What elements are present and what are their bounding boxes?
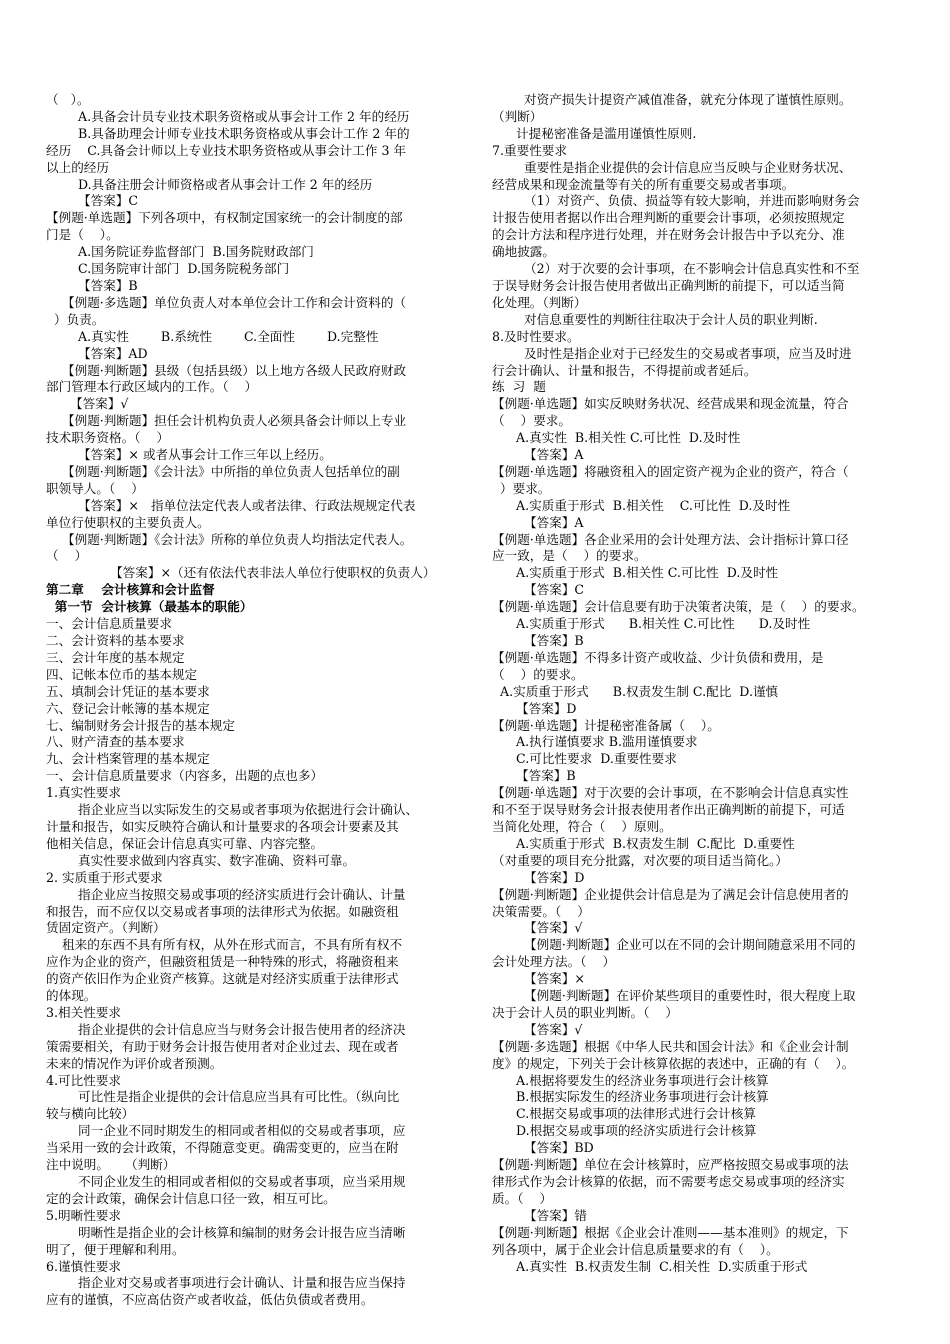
text-line: （2）对于次要的会计事项，在不影响会计信息真实性和不至 — [492, 261, 860, 277]
text-line: 定的会计政策，确保会计信息口径一致，相互可比。 — [46, 1190, 336, 1206]
text-line: （ ）要求。 — [492, 413, 571, 429]
text-line: 对资产损失计提资产减值准备，就充分体现了谨慎性原则。 — [492, 92, 852, 107]
text-line: B.具备助理会计师专业技术职务资格或从事会计工作 2 年的 — [46, 125, 410, 141]
text-line: 化处理。（判断） — [492, 294, 587, 310]
text-line: 【答案】√ — [492, 1021, 583, 1037]
text-line: 【答案】BD — [492, 1140, 594, 1156]
text-line: 经营成果和现金流量等有关的所有重要交易或者事项。 — [492, 176, 795, 192]
text-line: 赁固定资产。（判断） — [46, 920, 166, 936]
text-line: 练 习 题 — [492, 379, 546, 395]
text-line: C.国务院审计部门 D.国务院税务部门 — [46, 261, 290, 277]
text-line: 部门管理本行政区域内的工作。（ ） — [46, 379, 258, 395]
text-line: 【答案】√ — [46, 396, 129, 412]
text-line: C.可比性要求 D.重要性要求 — [492, 751, 677, 767]
text-line: 于误导财务会计报告使用者做出正确判断的前提下，可以适当简 — [492, 277, 845, 293]
text-line: 一、会计信息质量要求（内容多，出题的点也多） — [46, 768, 324, 784]
text-line: 不同企业发生的相同或者相似的交易或者事项，应当采用规 — [46, 1174, 406, 1189]
text-line: 四、记帐本位币的基本规定 — [46, 666, 198, 682]
text-line: 指企业对交易或者事项进行会计确认、计量和报告应当保持 — [46, 1275, 406, 1291]
text-line: 单位行使职权的主要负责人。 — [46, 514, 210, 530]
text-line: A.实质重于形式 B.权责发生制 C.配比 D.谨慎 — [492, 683, 779, 699]
text-line: 八、财产清查的基本要求 — [46, 734, 185, 750]
text-line: （判断） — [492, 108, 543, 124]
text-line: 计量和报告，如实反映符合确认和计量要求的各项会计要素及其 — [46, 818, 399, 834]
text-line: 未来的情况作为评价或者预测。 — [46, 1055, 223, 1071]
text-line: 7.重要性要求 — [492, 142, 567, 158]
text-line: 质。（ ） — [492, 1190, 553, 1206]
text-line: 门是（ ）。 — [46, 227, 119, 243]
text-line: 当简化处理，符合（ ）原则。 — [492, 818, 672, 834]
text-line: （ ） — [46, 548, 88, 564]
section-heading: 第二章 会计核算和会计监督 — [46, 582, 215, 598]
text-line: 明晰性是指企业的会计核算和编制的财务会计报告应当清晰 — [46, 1224, 406, 1240]
text-line: 策需要相关，有助于财务会计报告使用者对企业过去、现在或者 — [46, 1038, 399, 1054]
text-line: D.具备注册会计师资格或者从事会计工作 2 年的经历 — [46, 176, 373, 192]
text-line: 【答案】√ — [492, 920, 583, 936]
text-line: 【例题·判断题】单位在会计核算时，应严格按照交易或事项的法 — [492, 1157, 849, 1173]
text-line: 租来的东西不具有所有权，从外在形式而言，不具有所有权不 — [46, 937, 403, 953]
text-line: A.真实性 B.系统性 C.全面性 D.完整性 — [46, 328, 379, 344]
text-line: 【答案】C — [46, 193, 139, 209]
text-line: 【例题·多选题】根据《中华人民共和国会计法》和《企业会计制 — [492, 1038, 849, 1054]
text-line: （1）对资产、负债、损益等有较大影响，并进而影响财务会 — [492, 193, 860, 209]
text-line: 6.谨慎性要求 — [46, 1258, 121, 1274]
text-line: 行会计确认、计量和报告，不得提前或者延后。 — [492, 362, 757, 378]
text-line: 他相关信息，保证会计信息真实可靠、内容完整。 — [46, 835, 324, 851]
text-line: 【例题·单选题】下列各项中，有权制定国家统一的会计制度的部 — [46, 210, 403, 226]
text-line: 【答案】D — [492, 700, 577, 716]
text-line: 【答案】D — [492, 869, 585, 885]
text-line: 应作为企业的资产，但融资租赁是一种特殊的形式，将融资租来 — [46, 954, 399, 970]
text-line: 【例题·单选题】将融资租入的固定资产视为企业的资产，符合（ — [492, 463, 849, 479]
text-line: 【例题·单选题】计提秘密准备属（ ）。 — [492, 717, 720, 733]
text-line: 职领导人。（ ） — [46, 480, 144, 496]
text-line: 【答案】A — [492, 514, 584, 530]
text-line: 【例题·多选题】单位负责人对本单位会计工作和会计资料的（ — [46, 294, 407, 310]
text-line: （ ）。 — [46, 92, 90, 107]
text-line: 4.可比性要求 — [46, 1072, 121, 1088]
text-line: A.真实性 B.权责发生制 C.相关性 D.实质重于形式 — [492, 1258, 808, 1274]
text-line: 及时性是指企业对于已经发生的交易或者事项，应当及时进 — [492, 345, 852, 361]
text-line: 【例题·判断题】在评价某些项目的重要性时，很大程度上取 — [492, 988, 856, 1004]
text-line: A.实质重于形式 B.相关性 C.可比性 D.及时性 — [492, 616, 811, 632]
text-line: 二、会计资料的基本要求 — [46, 633, 185, 648]
text-line: 三、会计年度的基本规定 — [46, 649, 185, 665]
text-line: 七、编制财务会计报告的基本规定 — [46, 717, 235, 733]
text-line: 【例题·判断题】担任会计机构负责人必须具备会计师以上专业 — [46, 413, 407, 429]
text-line: 8.及时性要求。 — [492, 328, 580, 344]
text-line: 【例题·单选题】如实反映财务状况、经营成果和现金流量，符合 — [492, 396, 849, 412]
text-line: 计报告使用者据以作出合理判断的重要会计事项，必须按照规定 — [492, 210, 845, 226]
text-line: B.根据实际发生的经济业务事项进行会计核算 — [492, 1089, 769, 1105]
text-line: 【答案】A — [492, 447, 584, 463]
text-line: 2. 实质重于形式要求 — [46, 869, 163, 885]
text-line: 列各项中，属于企业会计信息质量要求的有（ ）。 — [492, 1241, 779, 1257]
text-line: 【答案】错 — [492, 1207, 587, 1223]
text-line: 计提秘密准备是滥用谨慎性原则. — [492, 125, 697, 141]
text-line: 【例题·判断题】根据《企业会计准则——基本准则》的规定，下 — [492, 1224, 849, 1240]
text-line: ）要求。 — [492, 480, 551, 496]
text-line: 注中说明。 （判断） — [46, 1157, 176, 1173]
text-line: ）负责。 — [46, 311, 105, 327]
text-line: 技术职务资格。（ ） — [46, 430, 170, 446]
text-line: A.国务院证券监督部门 B.国务院财政部门 — [46, 244, 314, 260]
text-line: 指企业应当以实际发生的交易或者事项为依据进行会计确认、 — [46, 802, 419, 818]
text-line: A.实质重于形式 B.相关性 C.可比性 D.及时性 — [492, 565, 779, 581]
text-line: 度》的规定，下列关于会计核算依据的表述中，正确的有（ ）。 — [492, 1055, 855, 1071]
text-line: 1.真实性要求 — [46, 785, 121, 801]
text-line: A.执行谨慎要求 B.滥用谨慎要求 — [492, 734, 698, 750]
text-line: 【例题·单选题】不得多计资产或收益、少计负债和费用，是 — [492, 649, 824, 665]
text-line: 当采用一致的会计政策，不得随意变更。确需变更的，应当在附 — [46, 1140, 399, 1156]
text-line: 【答案】C — [492, 582, 585, 598]
text-line: 明了，便于理解和利用。 — [46, 1241, 185, 1257]
text-line: 真实性要求做到内容真实、数字准确、资料可靠。 — [46, 852, 356, 868]
text-line: 的会计方法和程序进行处理，并在财务会计报告中予以充分、准 — [492, 227, 845, 243]
text-line: 对信息重要性的判断往往取决于会计人员的职业判断. — [492, 311, 818, 327]
text-line: 应有的谨慎，不应高估资产或者收益，低估负债或者费用。 — [46, 1292, 374, 1308]
text-line: （对重要的项目充分批露，对次要的项目适当简化。） — [492, 852, 788, 868]
text-line: 【例题·单选题】对于次要的会计事项，在不影响会计信息真实性 — [492, 785, 849, 801]
text-line: 【答案】× — [492, 971, 585, 987]
text-line: 【例题·判断题】企业可以在不同的会计期间随意采用不同的 — [492, 937, 856, 953]
text-line: 【例题·判断题】《会计法》所称的单位负责人均指法定代表人。 — [46, 531, 413, 547]
text-line: 【答案】× 指单位法定代表人或者法律、行政法规规定代表 — [46, 497, 416, 513]
text-line: 【例题·判断题】企业提供会计信息是为了满足会计信息使用者的 — [492, 886, 849, 902]
text-line: A.实质重于形式 B.相关性 C.可比性 D.及时性 — [492, 497, 791, 513]
text-line: 九、会计档案管理的基本规定 — [46, 751, 210, 767]
text-line: 【答案】AD — [46, 345, 148, 361]
text-line: 以上的经历 — [46, 159, 109, 175]
text-line: 六、登记会计帐簿的基本规定 — [46, 700, 210, 716]
text-line: 和报告，而不应仅以交易或者事项的法律形式为依据。如融资租 — [46, 903, 399, 919]
text-line: （ ）的要求。 — [492, 666, 584, 682]
text-line: 较与横向比较） — [46, 1106, 135, 1122]
text-line: 和不至于误导财务会计报表使用者作出正确判断的前提下，可适 — [492, 802, 845, 818]
text-line: 的体现。 — [46, 988, 97, 1004]
text-line: 【答案】B — [492, 633, 584, 648]
text-line: 律形式作为会计核算的依据，而不需要考虑交易或事项的经济实 — [492, 1174, 845, 1189]
text-line: 决策需要。（ ） — [492, 903, 590, 919]
text-line: 一、会计信息质量要求 — [46, 616, 172, 632]
text-line: 应一致，是（ ）的要求。 — [492, 548, 647, 564]
text-line: 重要性是指企业提供的会计信息应当反映与企业财务状况、 — [492, 159, 852, 175]
text-line: A.真实性 B.相关性 C.可比性 D.及时性 — [492, 430, 741, 446]
text-line: 指企业应当按照交易或事项的经济实质进行会计确认、计量 — [46, 886, 406, 902]
text-line: A.实质重于形式 B.权责发生制 C.配比 D.重要性 — [492, 835, 795, 851]
text-line: A.根据将要发生的经济业务事项进行会计核算 — [492, 1072, 769, 1088]
text-line: C.根据交易或事项的法律形式进行会计核算 — [492, 1106, 756, 1122]
text-line: D.根据交易或事项的经济实质进行会计核算 — [492, 1123, 757, 1139]
text-line: 同一企业不同时期发生的相同或者相似的交易或者事项，应 — [46, 1123, 406, 1139]
text-line: 3.相关性要求 — [46, 1004, 121, 1020]
text-line: 【例题·单选题】各企业采用的会计处理方法、会计指标计算口径 — [492, 531, 849, 547]
text-line: 可比性是指企业提供的会计信息应当具有可比性。（纵向比 — [46, 1089, 400, 1105]
text-line: 【答案】B — [46, 277, 138, 293]
text-line: 【答案】B — [492, 768, 576, 784]
text-line: 【例题·单选题】会计信息要有助于决策者决策，是（ ）的要求。 — [492, 599, 865, 615]
text-line: 会计处理方法。（ ） — [492, 954, 616, 970]
text-line: A.具备会计员专业技术职务资格或从事会计工作 2 年的经历 — [46, 108, 410, 124]
text-line: 五、填制会计凭证的基本要求 — [46, 683, 210, 699]
text-line: 【答案】×（还有依法代表非法人单位行使职权的负责人） — [46, 565, 436, 581]
text-line: 【答案】× 或者从事会计工作三年以上经历。 — [46, 447, 332, 463]
left-text-column — [46, 92, 460, 1309]
text-line: 决于会计人员的职业判断。（ ） — [492, 1004, 679, 1020]
text-line: 经历 C.具备会计师以上专业技术职务资格或从事会计工作 3 年 — [46, 142, 407, 158]
text-line: 【例题·判断题】县级（包括县级）以上地方各级人民政府财政 — [46, 362, 407, 378]
right-text-column — [492, 92, 906, 1275]
text-line: 5.明晰性要求 — [46, 1207, 121, 1223]
text-line: 【例题·判断题】《会计法》中所指的单位负责人包括单位的副 — [46, 463, 400, 479]
text-line: 指企业提供的会计信息应当与财务会计报告使用者的经济决 — [46, 1021, 406, 1037]
text-line: 的资产依旧作为企业资产核算。这就是对经济实质重于法律形式 — [46, 971, 399, 987]
section-heading: 第一节 会计核算（最基本的职能） — [46, 599, 253, 615]
text-line: 确地披露。 — [492, 244, 555, 260]
